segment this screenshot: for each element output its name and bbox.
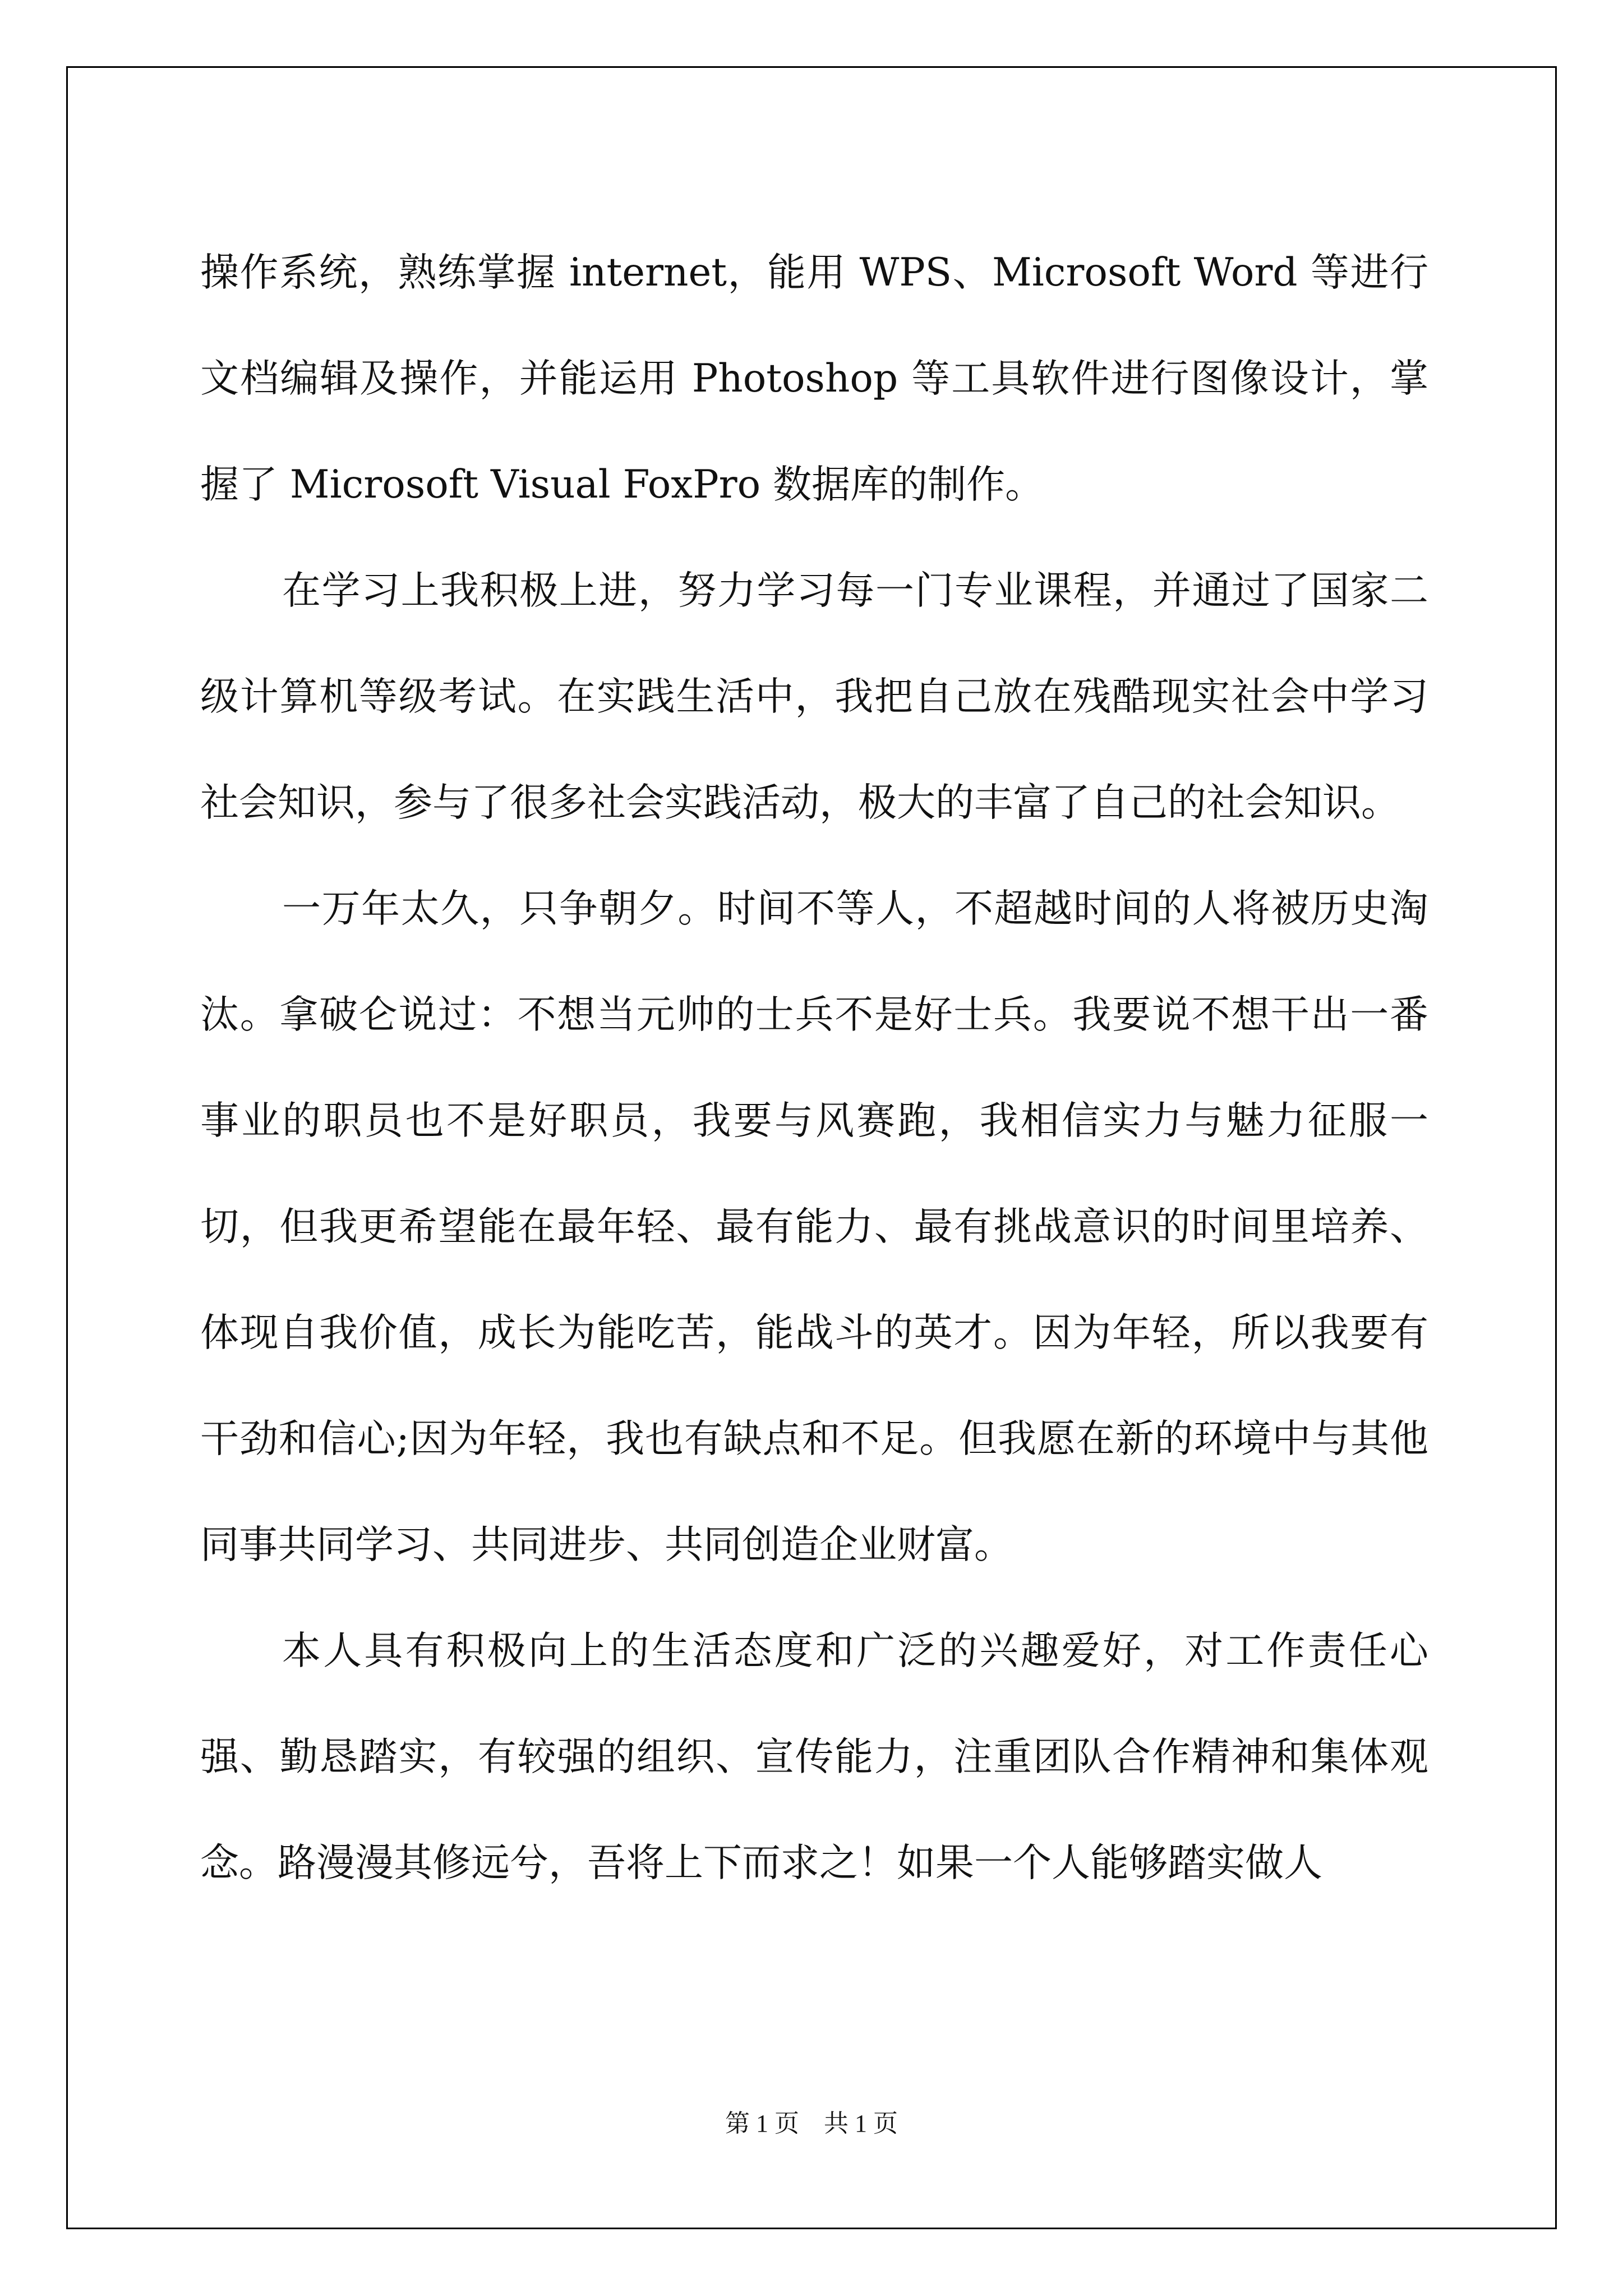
page-footer: 第 1 页 共 1 页 bbox=[725, 2110, 898, 2137]
document-body bbox=[200, 220, 1428, 1916]
paragraph-2: 在学习上我积极上进，努力学习每一门专业课程，并通过了国家二级计算机等级考试。在实践生活中，我把自己放在残酷现实社会中学习社会知识，参与了很多社会实践活动，极大的丰富了自己的社会知识。 bbox=[200, 568, 1428, 825]
paragraph-1: 操作系统，熟练掌握 internet，能用 WPS、Microsoft Word 等进行文档编辑及操作，并能运用 Photoshop 等工具软件进行图像设计，掌握了 Microsoft Visual FoxPro 数据库的制作。 bbox=[200, 250, 1428, 507]
paragraph-4: 本人具有积极向上的生活态度和广泛的兴趣爱好，对工作责任心强、勤恳踏实，有较强的组织、宣传能力，注重团队合作精神和集体观念。路漫漫其修远兮，吾将上下而求之！如果一个人能够踏实做人 bbox=[200, 1628, 1428, 1885]
paragraph-3: 一万年太久，只争朝夕。时间不等人，不超越时间的人将被历史淘汰。拿破仑说过：不想当元帅的士兵不是好士兵。我要说不想干出一番事业的职员也不是好职员，我要与风赛跑，我相信实力与魅力征服一切，但我更希望能在最年轻、最有能力、最有挑战意识的时间里培养、体现自我价值，成长为能吃苦，能战斗的英才。因为年轻，所以我要有干劲和信心;因为年轻，我也有缺点和不足。但我愿在新的环境中与其他同事共同学习、共同进步、共同创造企业财富。 bbox=[200, 886, 1428, 1567]
